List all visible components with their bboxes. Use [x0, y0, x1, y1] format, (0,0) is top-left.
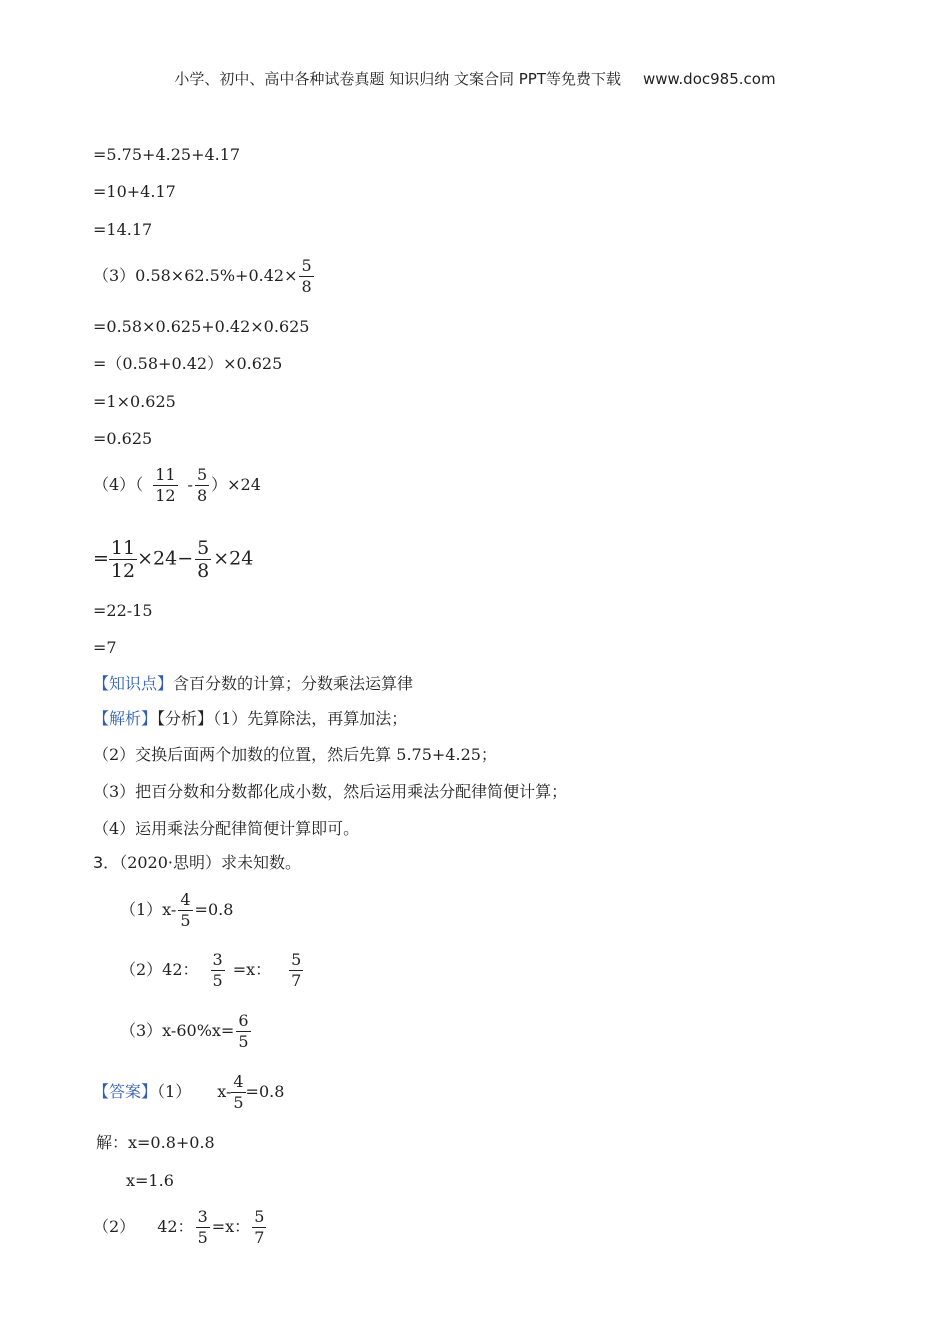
expr-suffix: =0.8 [194, 900, 234, 919]
numerator: 11 [110, 537, 136, 559]
expr-prefix: （2）42： [120, 960, 199, 979]
analysis-step-4: （4）运用乘法分配律简便计算即可。 [93, 819, 360, 838]
numerator: 5 [254, 1207, 265, 1226]
numerator: 6 [238, 1011, 249, 1030]
answer-line [93, 1072, 284, 1113]
calc-line-6: =1×0.625 [93, 392, 176, 411]
expr-prefix: x- [217, 1082, 232, 1101]
page-header [0, 68, 950, 89]
problem-4-expression [93, 465, 261, 506]
question-3-2 [120, 950, 305, 991]
solution-line-2: x=1.6 [126, 1171, 174, 1190]
denominator: 7 [291, 971, 302, 990]
expr-mid: =x： [232, 960, 272, 979]
answer-tag: 【答案】 [93, 1082, 158, 1101]
fraction [236, 1011, 250, 1052]
denominator: 8 [196, 486, 208, 505]
operator: - [187, 475, 193, 494]
question-3-1 [120, 890, 233, 931]
denominator: 5 [212, 971, 223, 990]
answer-2-line [93, 1207, 268, 1248]
expr-prefix: 42： [157, 1217, 194, 1236]
numerator: 3 [212, 950, 223, 969]
denominator: 8 [301, 277, 312, 296]
denominator: 5 [197, 1228, 208, 1247]
numerator: 5 [301, 256, 312, 275]
header-text: 小学、初中、高中各种试卷真题 知识归纳 文案合同 PPT等免费下载 [174, 70, 621, 88]
solution-line-1: 解：x=0.8+0.8 [96, 1133, 215, 1152]
fraction [196, 1207, 210, 1248]
question-text: （2020·思明）求未知数。 [119, 853, 301, 872]
fraction [299, 256, 313, 297]
analysis-step-2: （2）交换后面两个加数的位置，然后先算 5.75+4.25； [93, 745, 497, 764]
header-site: www.doc985.com [642, 70, 776, 88]
numerator: 5 [291, 950, 302, 969]
fraction [153, 465, 177, 506]
answer-label: （2） [93, 1217, 136, 1236]
fraction [231, 1072, 245, 1113]
numerator: 5 [197, 537, 210, 559]
expr-end: ×24 [213, 547, 254, 570]
fraction [195, 465, 209, 506]
denominator: 5 [180, 911, 191, 930]
fraction [252, 1207, 266, 1248]
knowledge-text: 含百分数的计算；分数乘法运算律 [173, 674, 414, 693]
calc-line-8: =22-15 [93, 601, 153, 620]
fraction [211, 950, 225, 991]
numerator: 4 [180, 890, 191, 909]
question-number: 3． [93, 853, 120, 872]
calc-line-7: =0.625 [93, 429, 153, 448]
expr-suffix: =0.8 [245, 1082, 285, 1101]
fraction [195, 537, 211, 582]
expr-mid: =x： [211, 1217, 251, 1236]
denominator: 12 [110, 560, 136, 582]
expr-prefix: （1）x- [120, 900, 177, 919]
question-3-3 [120, 1011, 253, 1052]
analysis-line [93, 709, 407, 729]
expr-mid: ×24− [137, 547, 194, 570]
numerator: 3 [197, 1207, 208, 1226]
denominator: 5 [233, 1093, 244, 1112]
fraction [109, 537, 137, 582]
calc-line-1: =5.75+4.25+4.17 [93, 145, 241, 164]
numerator: 5 [196, 465, 208, 484]
numerator: 4 [233, 1072, 244, 1091]
answer-label: （1） [157, 1082, 192, 1101]
denominator: 12 [155, 486, 176, 505]
equals: = [93, 547, 109, 570]
analysis-step-3: （3）把百分数和分数都化成小数，然后运用乘法分配律简便计算； [93, 782, 568, 801]
question-3 [93, 853, 301, 873]
denominator: 8 [197, 560, 210, 582]
calc-line-2: =10+4.17 [93, 182, 176, 201]
fraction [289, 950, 303, 991]
calc-line-4: =0.58×0.625+0.42×0.625 [93, 317, 310, 336]
numerator: 11 [155, 465, 176, 484]
calc-line-5: =（0.58+0.42）×0.625 [93, 354, 283, 373]
expr-prefix: （3）x-60%x= [120, 1021, 235, 1040]
expr-suffix: ）×24 [211, 475, 261, 494]
knowledge-tag: 【知识点】 [93, 674, 174, 693]
expr-prefix: （3）0.58×62.5%+0.42× [93, 266, 298, 285]
analysis-text: 【分析】（1）先算除法，再算加法； [157, 709, 408, 728]
calc-line-9: =7 [93, 638, 117, 657]
denominator: 5 [238, 1032, 249, 1051]
fraction [178, 890, 192, 931]
problem-4-step [93, 537, 253, 582]
knowledge-line [93, 674, 413, 694]
analysis-tag: 【解析】 [93, 709, 158, 728]
calc-line-3: =14.17 [93, 220, 153, 239]
problem-3-expression [93, 256, 316, 297]
expr-prefix: （4）（ [93, 475, 144, 494]
denominator: 7 [254, 1228, 265, 1247]
